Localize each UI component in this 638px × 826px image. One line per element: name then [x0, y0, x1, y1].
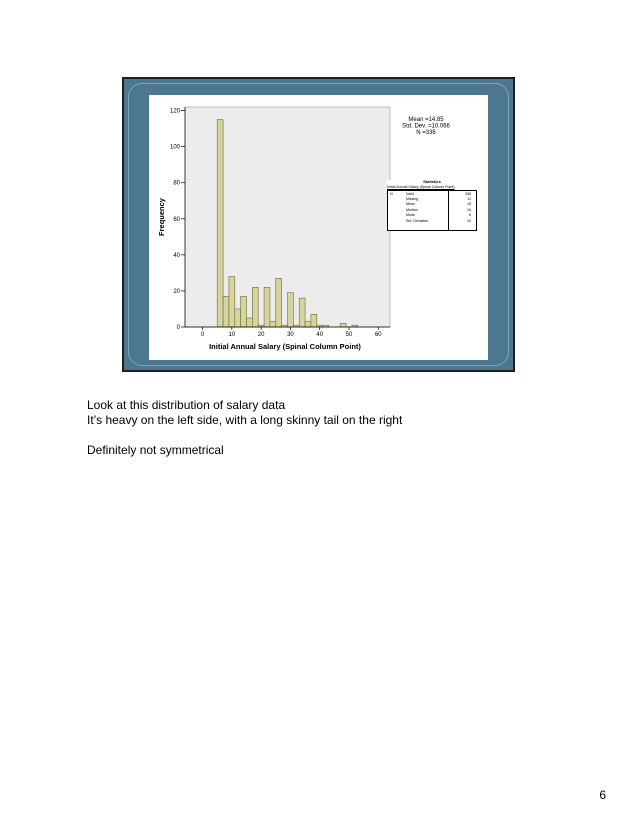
std-dev-annotation: Std. Dev. =10.066	[402, 123, 450, 130]
statistics-row	[388, 219, 476, 223]
histogram-bar-4	[241, 296, 247, 327]
statistics-row-value: 10	[467, 218, 471, 223]
y-tick-label: 20	[173, 288, 180, 295]
mean-annotation: Mean =14.85	[408, 117, 444, 123]
statistics-row-value: 6	[469, 212, 471, 217]
histogram-bar-5	[247, 318, 253, 327]
notes-line-3: Definitely not symmetrical	[87, 443, 224, 457]
page-number: 6	[599, 788, 606, 802]
histogram-bar-14	[299, 298, 305, 327]
histogram-bar-19	[340, 323, 346, 327]
histogram-bar-0	[217, 120, 223, 327]
statistics-table-title: Statistics	[423, 179, 441, 184]
x-tick-label: 10	[228, 332, 236, 338]
statistics-row-value: 11	[467, 196, 471, 201]
statistics-row-label: Std. Deviation	[406, 218, 429, 223]
y-tick-label: 0	[176, 325, 180, 331]
histogram-bar-16	[311, 314, 317, 327]
statistics-table-body	[387, 190, 477, 231]
x-tick-label: 30	[287, 332, 294, 338]
statistics-row-value: 336	[465, 191, 471, 196]
statistics-row	[388, 197, 476, 201]
statistics-row	[388, 213, 476, 217]
statistics-row-label: Valid	[406, 191, 414, 196]
statistics-row-value: 15	[467, 201, 471, 206]
x-tick-label: 60	[374, 332, 382, 338]
histogram-bar-6	[252, 287, 258, 327]
statistics-row-label: Mode	[406, 212, 415, 217]
histogram-bar-8	[264, 287, 270, 327]
y-tick-label: 100	[169, 144, 180, 151]
x-tick-label: 50	[345, 332, 353, 338]
statistics-row	[388, 192, 476, 196]
statistics-row-label: Missing	[406, 196, 419, 201]
statistics-table-subtitle: Initial Annual Salary (Spinal Column Point)	[387, 185, 455, 190]
notes-line-1: Look at this distribution of salary data	[87, 398, 286, 412]
n-annotation: N =336	[416, 130, 436, 136]
histogram-bar-12	[288, 293, 294, 327]
statistics-row-value: 15	[467, 207, 471, 212]
x-tick-label: 20	[257, 332, 265, 338]
y-tick-label: 40	[173, 252, 180, 259]
y-tick-label: 120	[169, 108, 180, 115]
statistics-group-label: N	[390, 191, 393, 196]
histogram-bar-10	[276, 278, 282, 327]
statistics-row	[388, 202, 476, 206]
histogram-figure	[149, 95, 488, 360]
histogram-bar-9	[270, 322, 276, 327]
statistics-row-label: Mean	[406, 201, 415, 206]
y-tick-label: 60	[173, 216, 180, 223]
notes-line-2: It’s heavy on the left side, with a long skinny tail on the right	[87, 413, 403, 427]
x-tick-label: 0	[200, 332, 205, 338]
histogram-bar-2	[229, 277, 235, 327]
y-axis-title: Frequency	[157, 198, 166, 236]
statistics-table	[387, 180, 477, 231]
histogram-bar-15	[305, 322, 311, 327]
statistics-row-label: Median	[406, 207, 418, 212]
x-tick-label: 40	[316, 332, 324, 338]
x-axis-title: Initial Annual Salary (Spinal Column Point)	[209, 342, 361, 351]
statistics-row	[388, 208, 476, 212]
y-tick-label: 80	[173, 180, 180, 187]
histogram-bar-3	[235, 309, 241, 327]
histogram-bar-1	[223, 296, 229, 327]
